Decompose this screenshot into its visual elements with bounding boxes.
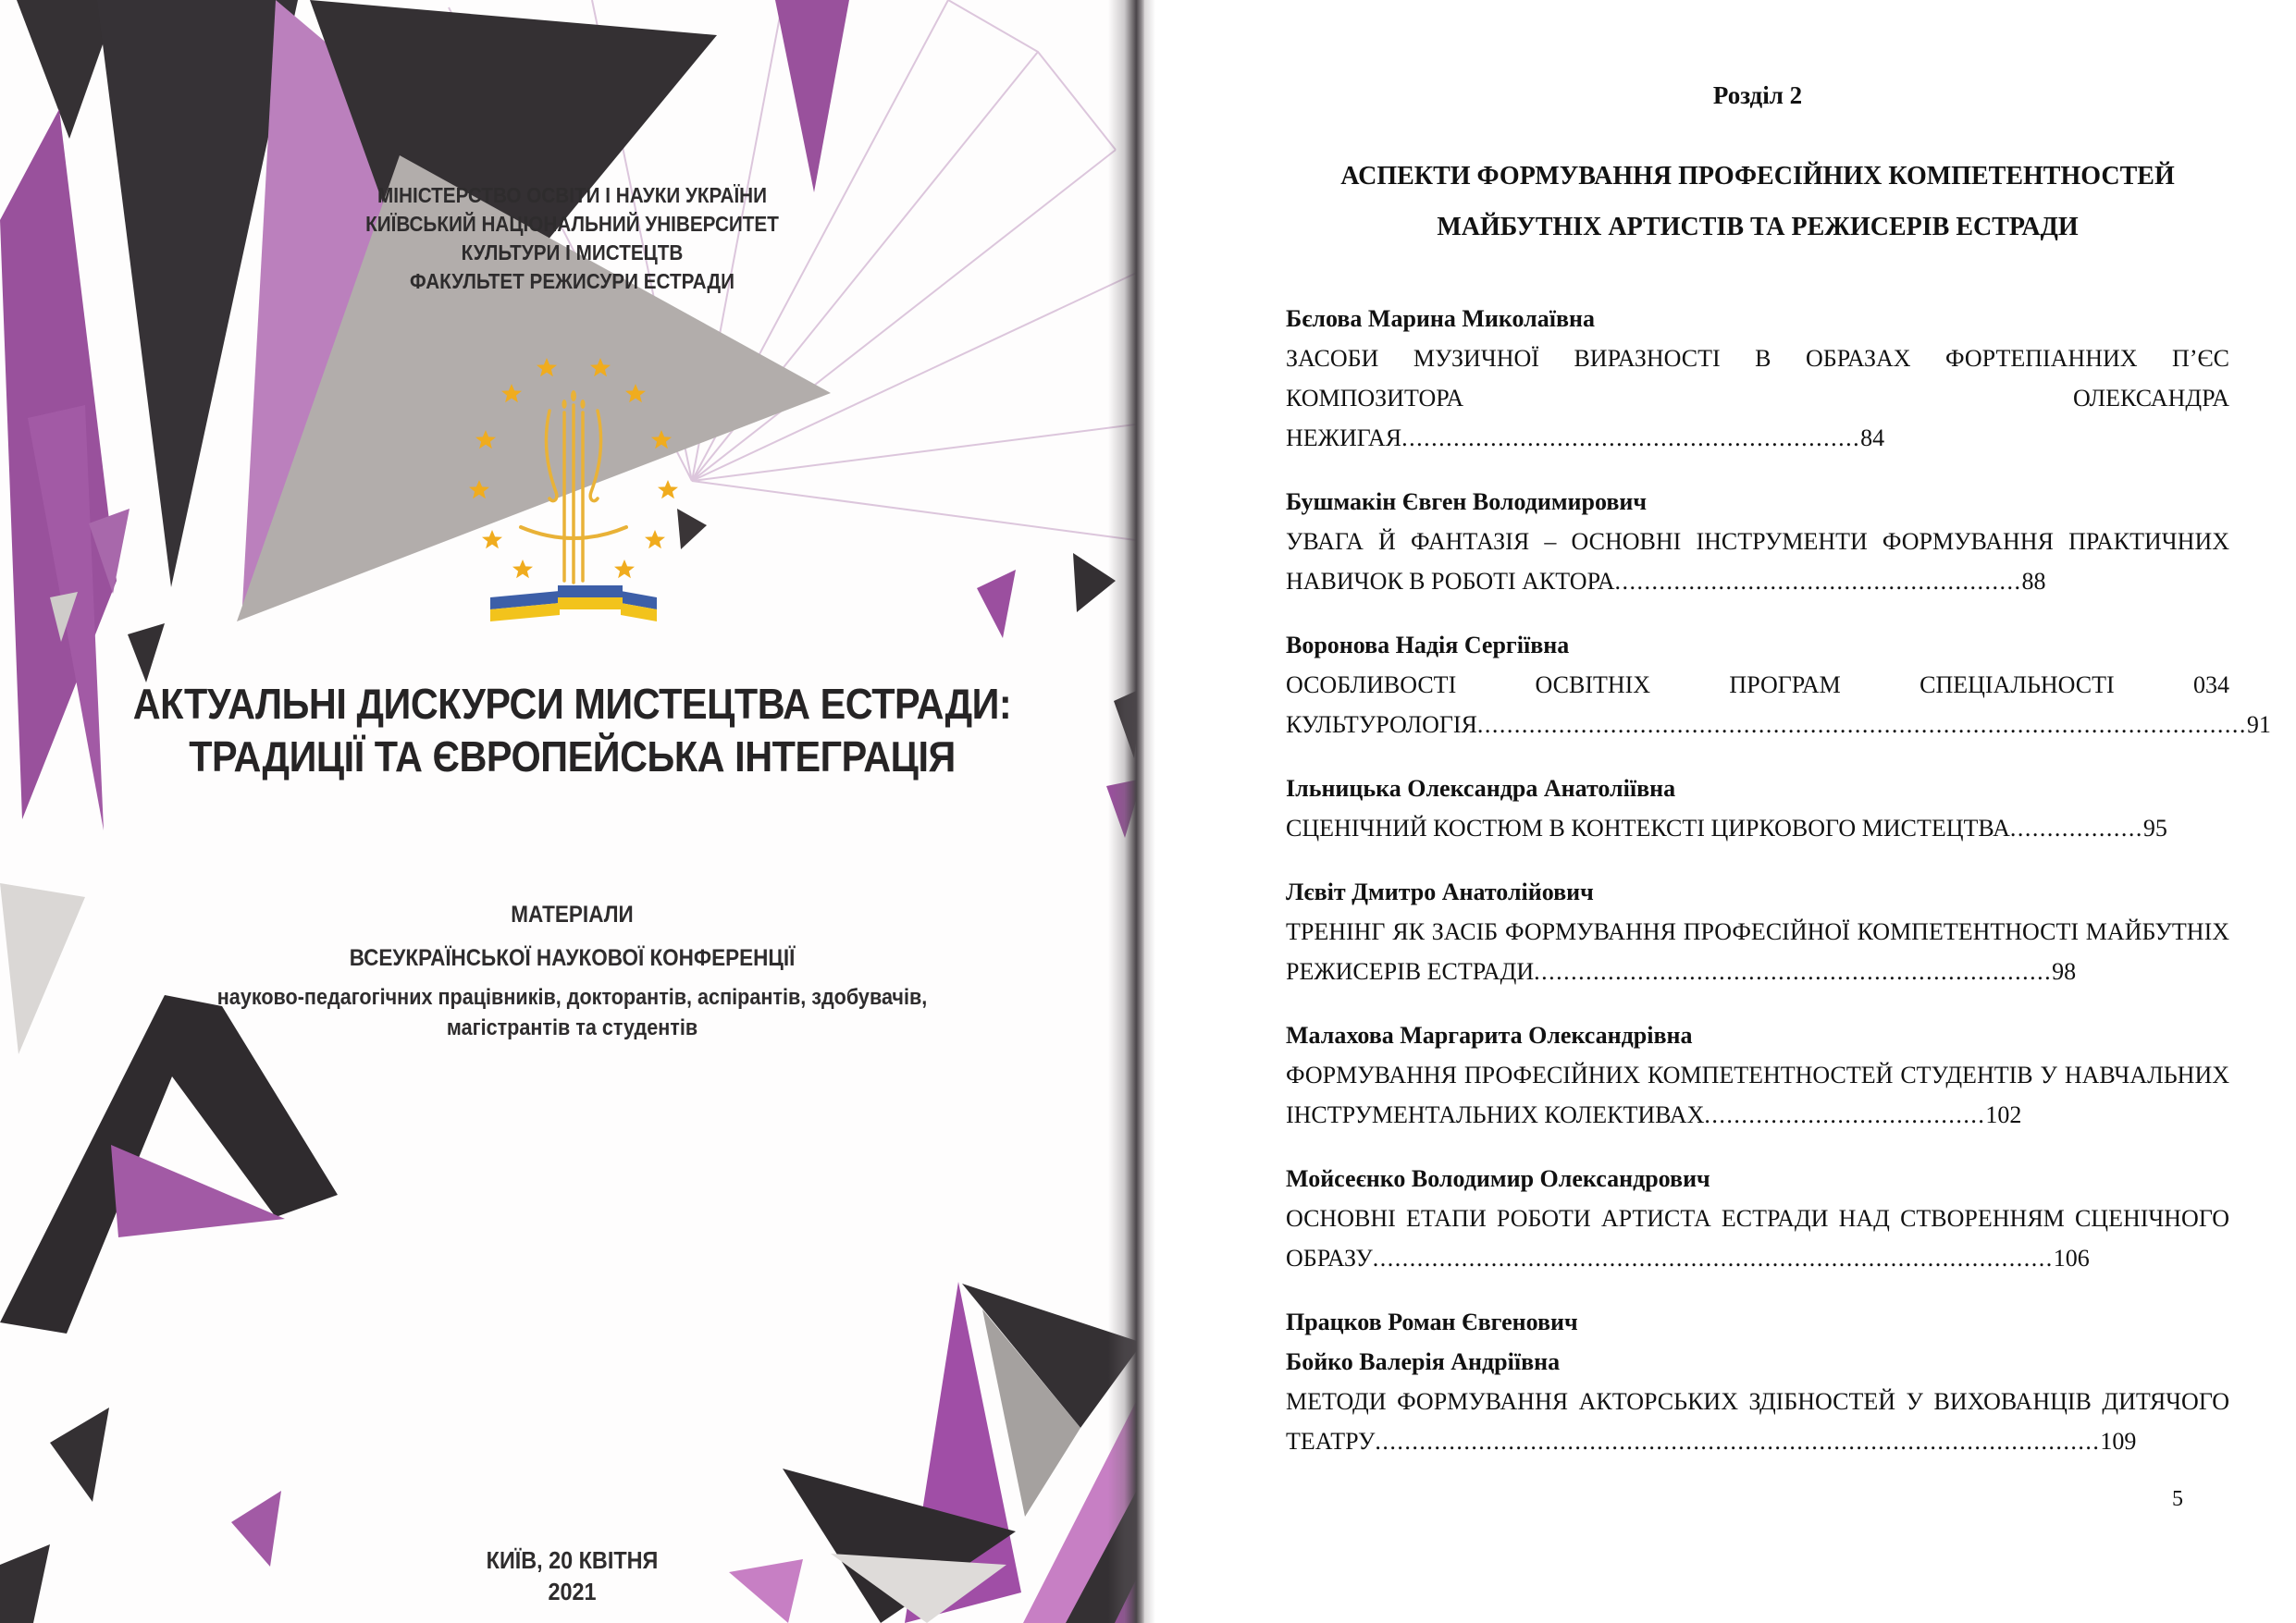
- cover-title-line: ТРАДИЦІЇ ТА ЄВРОПЕЙСЬКА ІНТЕГРАЦІЯ: [189, 732, 956, 781]
- toc-entry-author: Малахова Маргарита Олександрівна: [1286, 1022, 1693, 1049]
- toc-entry-title: [1286, 808, 2229, 848]
- conference-label: ВСЕУКРАЇНСЬКОЇ НАУКОВОЇ КОНФЕРЕНЦІЇ: [349, 945, 796, 971]
- page-edge-shadow: [1108, 0, 1144, 1623]
- toc-entry-title: [1286, 522, 2229, 601]
- toc-entries: [1286, 299, 2271, 1461]
- toc-entry: [1286, 482, 2229, 601]
- institution-line: КУЛЬТУРИ І МИСТЕЦТВ: [461, 240, 684, 264]
- toc-entry-title-text: ЗАСОБИ МУЗИЧНОЇ ВИРАЗНОСТІ В ОБРАЗАХ ФОРТЕПІАННИХ П’ЄС КОМПОЗИТОРА ОЛЕКСАНДРА НЕЖИГАЯ: [1286, 345, 2229, 451]
- toc-entry-title: [1286, 338, 2229, 458]
- toc-entry-page: 95: [2142, 815, 2167, 842]
- participants-line: магістрантів та студентів: [446, 1015, 698, 1040]
- toc-entry: [1286, 625, 2271, 744]
- toc-entry-author: Мойсеєнко Володимир Олександрович: [1286, 1165, 1710, 1192]
- dot-leader: ......................................................................: [1534, 958, 2053, 985]
- city-date-label: КИЇВ, 20 КВІТНЯ: [486, 1546, 659, 1574]
- page-number: 5: [2172, 1487, 2183, 1511]
- institution-line: ФАКУЛЬТЕТ РЕЖИСУРИ ЕСТРАДИ: [410, 269, 734, 293]
- institution-line: МІНІСТЕРСТВО ОСВІТИ І НАУКИ УКРАЇНИ: [376, 183, 768, 207]
- institution-line: КИЇВСЬКИЙ НАЦІОНАЛЬНИЙ УНІВЕРСИТЕТ: [365, 212, 779, 236]
- toc-entry-title-text: СЦЕНІЧНИЙ КОСТЮМ В КОНТЕКСТІ ЦИРКОВОГО МИСТЕЦТВА: [1286, 815, 2010, 842]
- toc-entry-title-text: УВАГА Й ФАНТАЗІЯ – ОСНОВНІ ІНСТРУМЕНТИ ФОРМУВАННЯ ПРАКТИЧНИХ НАВИЧОК В РОБОТІ АКТОРА: [1286, 528, 2229, 595]
- ukraine-ribbon-icon: [490, 585, 657, 621]
- toc-entry-author: Бушмакін Євген Володимирович: [1286, 488, 1648, 515]
- chapter-label: Розділ 2: [1712, 81, 1803, 109]
- toc-entry: [1286, 768, 2229, 848]
- toc-entry-page: 109: [2100, 1428, 2137, 1455]
- toc-entry-title-text: ОСНОВНІ ЕТАПИ РОБОТИ АРТИСТА ЕСТРАДИ НАД СТВОРЕННЯМ СЦЕНІЧНОГО ОБРАЗУ: [1286, 1205, 2229, 1272]
- cover-page: [0, 0, 1144, 1623]
- toc-entry-title-text: ТРЕНІНГ ЯК ЗАСІБ ФОРМУВАННЯ ПРОФЕСІЙНОЇ КОМПЕТЕНТНОСТІ МАЙБУТНІХ РЕЖИСЕРІВ ЕСТРАДИ: [1286, 918, 2229, 985]
- trident-icon: [521, 405, 626, 583]
- toc-entry-page: 84: [1860, 424, 1885, 451]
- dot-leader: ............................................................................................: [1372, 1245, 2054, 1272]
- toc-entry: [1286, 1015, 2229, 1135]
- toc-entry-page: 91: [2246, 711, 2271, 738]
- university-emblem: [435, 351, 712, 629]
- dot-leader: .......................................................: [1614, 568, 2022, 595]
- toc-page: [1144, 0, 2296, 1623]
- year-label: 2021: [548, 1578, 597, 1605]
- materials-label: МАТЕРІАЛИ: [511, 902, 634, 928]
- toc-entry-author: Ільницька Олександра Анатоліївна: [1286, 775, 1676, 802]
- toc-entry: [1286, 872, 2229, 991]
- toc-entry-title-text: ОСОБЛИВОСТІ ОСВІТНІХ ПРОГРАМ СПЕЦІАЛЬНОСТІ 034 КУЛЬТУРОЛОГІЯ: [1286, 671, 2229, 738]
- dot-leader: ........................................................................................................: [1476, 711, 2247, 738]
- toc-entry-author: Бойко Валерія Андріївна: [1286, 1348, 1561, 1375]
- dot-leader: ..................................................................................................: [1375, 1428, 2101, 1455]
- section-title-line: АСПЕКТИ ФОРМУВАННЯ ПРОФЕСІЙНИХ КОМПЕТЕНТНОСТЕЙ: [1340, 162, 2175, 191]
- toc-entry-author: Працков Роман Євгенович: [1286, 1309, 1578, 1335]
- toc-entry-title: [1286, 665, 2271, 744]
- toc-entry-author: Бєлова Марина Миколаївна: [1286, 305, 1596, 332]
- toc-entry-page: 102: [1985, 1101, 2022, 1128]
- toc-entry: [1286, 1159, 2229, 1278]
- section-title-line: МАЙБУТНІХ АРТИСТІВ ТА РЕЖИСЕРІВ ЕСТРАДИ: [1437, 213, 2079, 241]
- toc-entry-title: [1286, 1382, 2229, 1461]
- dot-leader: ..................: [2009, 815, 2143, 842]
- toc-entry-page: 106: [2053, 1245, 2090, 1272]
- toc-entry-title: [1286, 912, 2229, 991]
- toc-entry-author: Воронова Надія Сергіївна: [1286, 632, 1570, 658]
- toc-entry-title-text: ФОРМУВАННЯ ПРОФЕСІЙНИХ КОМПЕТЕНТНОСТЕЙ СТУДЕНТІВ У НАВЧАЛЬНИХ ІНСТРУМЕНТАЛЬНИХ КОЛЕКТИВАХ: [1286, 1062, 2229, 1128]
- toc-entry-title: [1286, 1055, 2229, 1135]
- toc-entry: [1286, 1302, 2229, 1461]
- toc-entry-page: 98: [2052, 958, 2077, 985]
- participants-block: [57, 982, 1087, 1043]
- toc-entry: [1286, 299, 2229, 458]
- toc-entry-title-text: МЕТОДИ ФОРМУВАННЯ АКТОРСЬКИХ ЗДІБНОСТЕЙ У ВИХОВАНЦІВ ДИТЯЧОГО ТЕАТРУ: [1286, 1388, 2229, 1455]
- toc-entry-author: Лєвіт Дмитро Анатолійович: [1286, 879, 1594, 905]
- dot-leader: ......................................: [1704, 1101, 1986, 1128]
- toc-entry-page: 88: [2021, 568, 2046, 595]
- cover-title: [57, 678, 1087, 783]
- toc-entry-title: [1286, 1199, 2229, 1278]
- section-title: [1286, 151, 2229, 252]
- dot-leader: ..............................................................: [1401, 424, 1861, 451]
- cover-title-line: АКТУАЛЬНІ ДИСКУРСИ МИСТЕЦТВА ЕСТРАДИ:: [132, 680, 1012, 728]
- participants-line: науково-педагогічних працівників, докторантів, аспірантів, здобувачів,: [216, 985, 928, 1010]
- institution-block: [57, 181, 1087, 296]
